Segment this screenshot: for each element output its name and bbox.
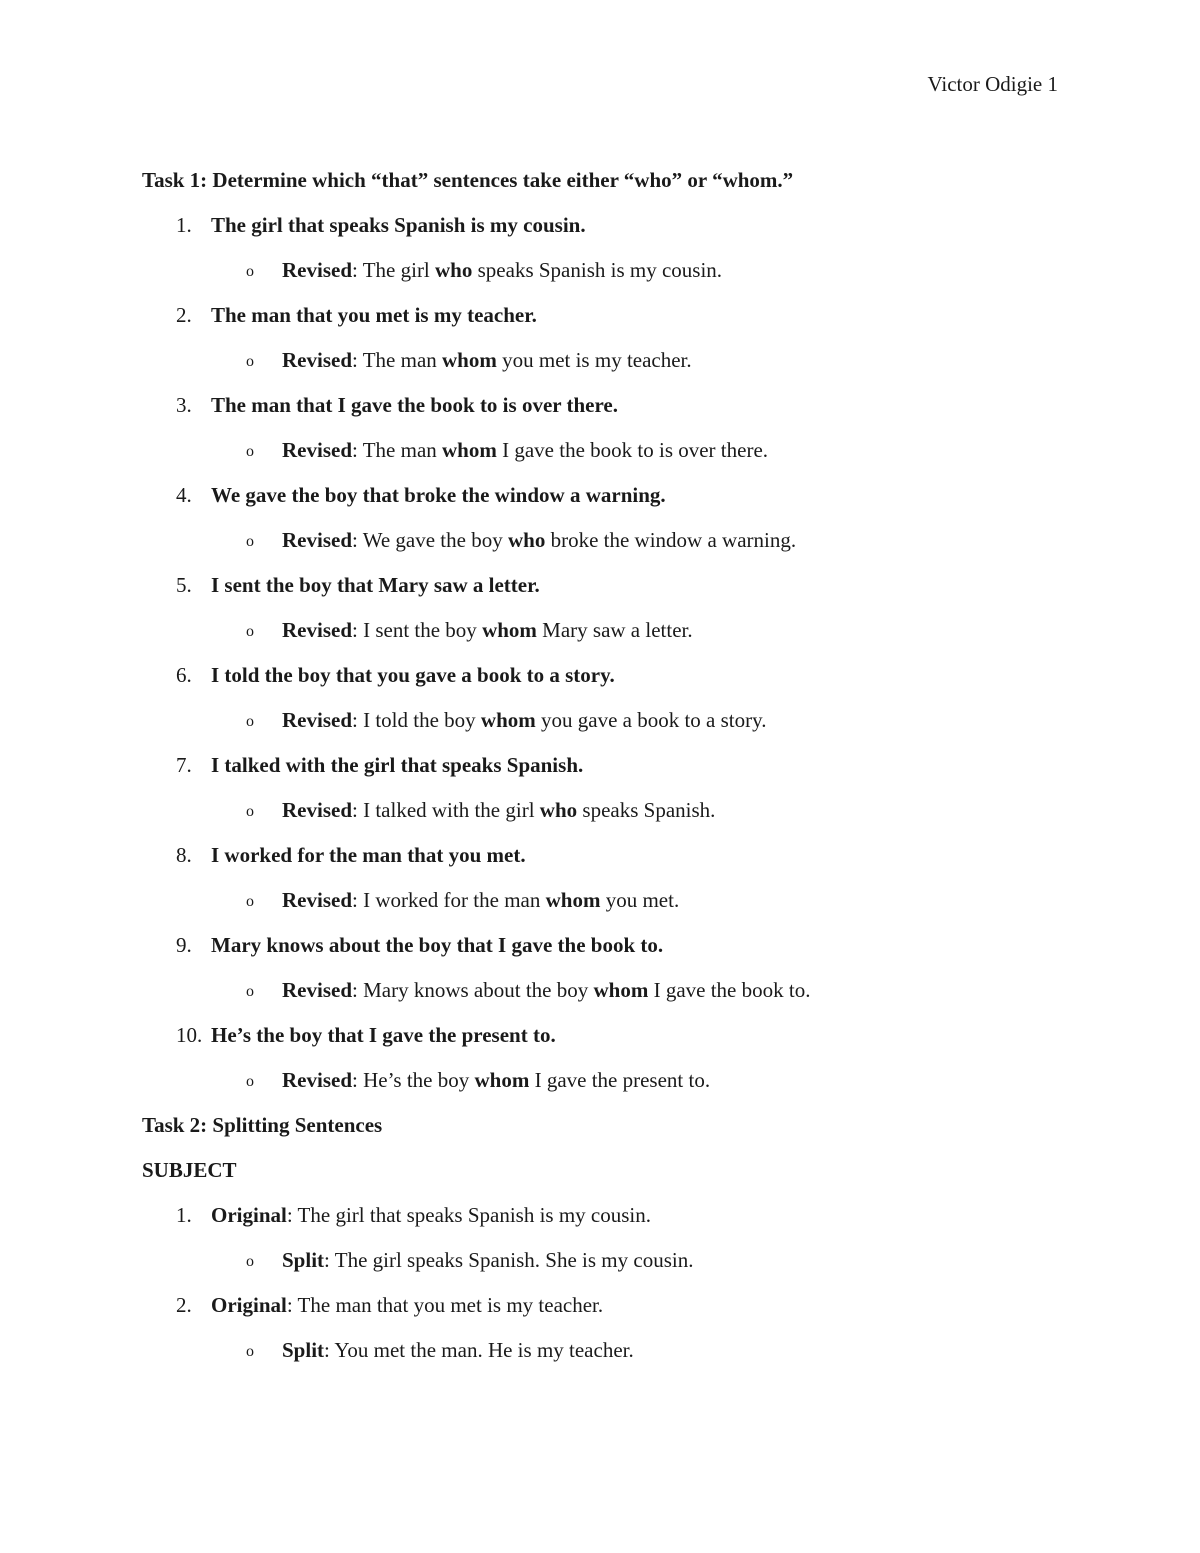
revised-text-pre: : I talked with the girl xyxy=(352,798,540,822)
revised-text-post: I gave the present to. xyxy=(529,1068,711,1092)
list-item xyxy=(142,570,1062,615)
original-sentence: Mary knows about the boy that I gave the book to. xyxy=(211,933,664,957)
task2-heading: Task 2: Splitting Sentences xyxy=(142,1113,383,1137)
split-label: Split xyxy=(282,1248,325,1272)
revised-label: Revised xyxy=(282,348,352,372)
revised-sentence xyxy=(282,705,767,735)
revised-text-post: you gave a book to a story. xyxy=(535,708,767,732)
item-number: 6. xyxy=(176,663,192,687)
list-item xyxy=(142,210,1062,255)
revised-item xyxy=(142,705,1062,750)
document-body xyxy=(142,165,1062,1380)
bullet-icon: o xyxy=(246,263,254,280)
revised-sentence xyxy=(282,255,722,285)
pronoun: who xyxy=(435,258,473,282)
revised-label: Revised xyxy=(282,618,352,642)
item-number: 4. xyxy=(176,483,192,507)
pronoun: whom xyxy=(442,438,497,462)
revised-sentence xyxy=(282,525,796,555)
list-item xyxy=(142,480,1062,525)
list-item xyxy=(142,1020,1062,1065)
pronoun: whom xyxy=(442,348,497,372)
original-sentence: I sent the boy that Mary saw a letter. xyxy=(211,573,540,597)
revised-sentence xyxy=(282,975,810,1005)
revised-text-post: you met is my teacher. xyxy=(496,348,692,372)
revised-sentence xyxy=(282,435,768,465)
revised-item xyxy=(142,1065,1062,1110)
bullet-icon: o xyxy=(246,803,254,820)
revised-item xyxy=(142,525,1062,570)
revised-text-post: I gave the book to is over there. xyxy=(496,438,769,462)
original-text: : The man that you met is my teacher. xyxy=(286,1293,604,1317)
revised-item xyxy=(142,885,1062,930)
bullet-icon: o xyxy=(246,713,254,730)
original-label: Original xyxy=(211,1293,287,1317)
revised-text-post: speaks Spanish is my cousin. xyxy=(472,258,723,282)
revised-sentence xyxy=(282,615,693,645)
subject-subheading: SUBJECT xyxy=(142,1158,237,1182)
split-item xyxy=(142,1335,1062,1380)
pronoun: whom xyxy=(482,618,537,642)
bullet-icon: o xyxy=(246,1343,254,1360)
page-header: Victor Odigie 1 xyxy=(927,72,1058,96)
item-number: 7. xyxy=(176,753,192,777)
pronoun: whom xyxy=(593,978,649,1002)
item-number: 5. xyxy=(176,573,192,597)
revised-item xyxy=(142,345,1062,390)
list-item xyxy=(142,300,1062,345)
bullet-icon: o xyxy=(246,443,254,460)
original-sentence: I told the boy that you gave a book to a story. xyxy=(211,663,615,687)
revised-text-pre: : I worked for the man xyxy=(352,888,546,912)
revised-label: Revised xyxy=(282,438,352,462)
item-number: 1. xyxy=(176,1203,192,1227)
revised-text-pre: : I told the boy xyxy=(352,708,481,732)
pronoun: who xyxy=(507,528,546,552)
original-sentence: The man that I gave the book to is over there. xyxy=(211,393,618,417)
item-number: 9. xyxy=(176,933,192,957)
original-sentence: The girl that speaks Spanish is my cousin. xyxy=(211,213,586,237)
list-item xyxy=(142,1200,1062,1245)
revised-label: Revised xyxy=(282,258,352,282)
split-text: : The girl speaks Spanish. She is my cousin. xyxy=(324,1248,694,1272)
revised-text-pre: : The man xyxy=(352,438,443,462)
pronoun: whom xyxy=(474,1068,530,1092)
list-item xyxy=(142,660,1062,705)
item-number: 3. xyxy=(176,393,192,417)
revised-item xyxy=(142,435,1062,480)
original-sentence xyxy=(211,1200,651,1230)
revised-text-pre: : Mary knows about the boy xyxy=(352,978,594,1002)
revised-label: Revised xyxy=(282,798,352,822)
bullet-icon: o xyxy=(246,353,254,370)
revised-text-post: broke the window a warning. xyxy=(545,528,797,552)
bullet-icon: o xyxy=(246,1073,254,1090)
split-sentence xyxy=(282,1245,693,1275)
pronoun: whom xyxy=(480,708,536,732)
revised-text-pre: : I sent the boy xyxy=(352,618,483,642)
original-sentence: I worked for the man that you met. xyxy=(211,843,526,867)
bullet-icon: o xyxy=(246,983,254,1000)
item-number: 10. xyxy=(176,1023,203,1047)
original-sentence xyxy=(211,1290,603,1320)
original-sentence: We gave the boy that broke the window a warning. xyxy=(211,483,666,507)
list-item xyxy=(142,1290,1062,1335)
bullet-icon: o xyxy=(246,893,254,910)
task1-list xyxy=(142,210,1062,1110)
list-item xyxy=(142,840,1062,885)
revised-label: Revised xyxy=(282,708,352,732)
task1-heading: Task 1: Determine which “that” sentences take either “who” or “whom.” xyxy=(142,168,794,192)
list-item xyxy=(142,750,1062,795)
revised-text-pre: : The man xyxy=(352,348,443,372)
list-item xyxy=(142,930,1062,975)
split-label: Split xyxy=(282,1338,325,1362)
revised-label: Revised xyxy=(282,978,352,1002)
revised-text-pre: : The girl xyxy=(352,258,436,282)
revised-text-post: speaks Spanish. xyxy=(577,798,716,822)
revised-label: Revised xyxy=(282,1068,352,1092)
revised-item xyxy=(142,975,1062,1020)
bullet-icon: o xyxy=(246,623,254,640)
revised-text-pre: : We gave the boy xyxy=(352,528,508,552)
item-number: 8. xyxy=(176,843,192,867)
revised-text-pre: : He’s the boy xyxy=(352,1068,475,1092)
revised-text-post: you met. xyxy=(600,888,680,912)
revised-item xyxy=(142,615,1062,660)
bullet-icon: o xyxy=(246,1253,254,1270)
original-text: : The girl that speaks Spanish is my cousin. xyxy=(286,1203,652,1227)
revised-item xyxy=(142,255,1062,300)
revised-sentence xyxy=(282,795,715,825)
split-sentence xyxy=(282,1335,634,1365)
task2-list xyxy=(142,1200,1062,1380)
original-sentence: The man that you met is my teacher. xyxy=(211,303,537,327)
revised-sentence xyxy=(282,345,692,375)
item-number: 2. xyxy=(176,1293,192,1317)
split-text: : You met the man. He is my teacher. xyxy=(324,1338,634,1362)
revised-label: Revised xyxy=(282,888,352,912)
original-sentence: I talked with the girl that speaks Spanish. xyxy=(211,753,584,777)
revised-item xyxy=(142,795,1062,840)
original-sentence: He’s the boy that I gave the present to. xyxy=(211,1023,556,1047)
revised-sentence xyxy=(282,1065,710,1095)
pronoun: whom xyxy=(545,888,601,912)
item-number: 1. xyxy=(176,213,192,237)
item-number: 2. xyxy=(176,303,192,327)
list-item xyxy=(142,390,1062,435)
revised-text-post: Mary saw a letter. xyxy=(536,618,693,642)
bullet-icon: o xyxy=(246,533,254,550)
revised-text-post: I gave the book to. xyxy=(648,978,811,1002)
revised-sentence xyxy=(282,885,679,915)
split-item xyxy=(142,1245,1062,1290)
original-label: Original xyxy=(211,1203,287,1227)
revised-label: Revised xyxy=(282,528,352,552)
pronoun: who xyxy=(539,798,578,822)
